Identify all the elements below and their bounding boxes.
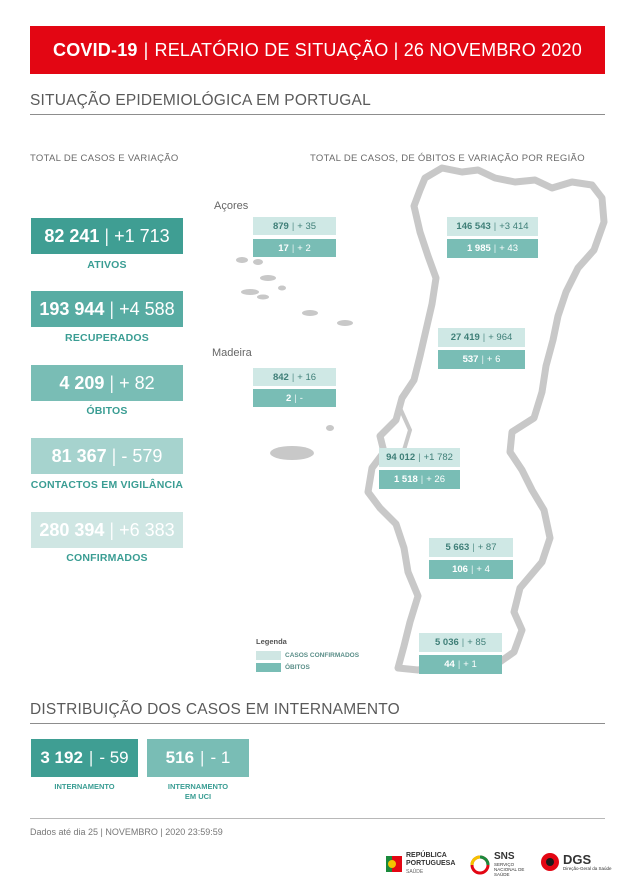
stat-value: 4 209 [59,372,105,393]
stat-change: +6 383 [119,519,175,540]
region-deaths: 1 518 [393,474,418,485]
region-deaths-change: + 4 [476,564,490,575]
stat-change: + 82 [119,372,155,393]
sns-sub: SERVIÇO NACIONAL DE SAÚDE [494,862,525,877]
region-cases-change: + 85 [467,637,486,648]
stat-separator: | [109,372,115,393]
region-cases-change: + 16 [297,371,317,383]
stat-confirmed [31,512,183,548]
portugal-map [200,160,620,680]
stat-deaths [31,365,183,401]
island-azores-8 [337,320,353,326]
stat-label-surveillance: CONTACTOS EM VIGILÂNCIA [30,479,184,491]
stat-label-active: ATIVOS [87,259,127,271]
region-cases: 27 419 [450,332,480,343]
sns-title: SNS [494,851,515,862]
region-cases: 842 [272,371,289,383]
subtitle-regions: TOTAL DE CASOS, DE ÓBITOS E VARIAÇÃO POR REGIÃO [310,153,585,164]
label-madeira: Madeira [212,347,252,359]
section-divider [30,114,605,115]
sns-circle-icon [470,855,490,875]
banner-title: RELATÓRIO DE SITUAÇÃO | 26 NOVEMBRO 2020 [154,39,582,60]
stat-value: 81 367 [51,445,107,466]
icu-label-line2: EM UCI [184,792,212,801]
footer-divider [30,818,605,819]
alentejo-deaths: 106 | + 4 [429,560,513,579]
region-deaths-change: + 1 [463,659,477,670]
stat-change: - 579 [121,445,163,466]
stat-value: 193 944 [39,298,105,319]
dgs-logo [540,852,612,872]
stat-separator: | [104,225,110,246]
stat-value: 280 394 [39,519,105,540]
region-cases: 94 012 [386,452,416,463]
stat-separator: | [109,298,115,319]
island-porto-santo [326,425,334,431]
island-madeira [270,446,314,460]
madeira-deaths: 2 | - [253,389,336,407]
stat-change: +1 713 [114,225,170,246]
region-cases-change: +1 782 [423,452,453,463]
legend-title: Legenda [256,637,287,646]
dgs-sub: Direção-Geral da Saúde [563,865,612,871]
stat-separator: | [88,748,94,767]
region-deaths-change: + 2 [297,242,311,254]
republica-portuguesa-logo [386,852,455,876]
island-azores-7 [302,310,318,316]
region-deaths: 1 985 [466,243,491,254]
stat-label-recovered: RECUPERADOS [65,332,149,344]
flag-emblem-icon [386,854,402,874]
region-cases-change: + 35 [297,220,317,232]
stat-change: - 1 [210,748,231,767]
acores-deaths: 17 | + 2 [253,239,336,257]
legend-label-cases: CASOS CONFIRMADOS [285,652,360,659]
region-deaths: 537 [462,354,479,365]
icu-label-line1: INTERNAMENTO [167,782,229,791]
republica-line1: REPÚBLICA [406,852,447,859]
region-deaths: 2 [286,392,292,404]
legend-swatch-deaths [256,663,281,672]
acores-cases: 879 | + 35 [253,217,336,235]
region-deaths-change: - [299,392,303,404]
subtitle-totals: TOTAL DE CASOS E VARIAÇÃO [30,153,179,164]
sns-logo [470,852,532,877]
norte-cases: 146 543 | +3 414 [447,217,538,236]
banner-bold: COVID-19 [53,39,138,60]
legend-label-deaths: ÓBITOS [285,664,310,671]
island-azores-3 [260,275,276,281]
region-deaths: 44 [444,659,455,670]
lisboa-deaths: 1 518 | + 26 [379,470,460,489]
banner-divider: | [143,39,149,60]
icu-box [147,739,249,777]
region-deaths-change: + 26 [426,474,445,485]
republica-sub: SAÚDE [406,869,424,875]
centro-deaths: 537 | + 6 [438,350,525,369]
dgs-emblem-icon [540,852,560,872]
island-azores-5 [257,295,269,300]
region-deaths-change: + 43 [499,243,518,254]
region-deaths: 106 [452,564,468,575]
region-cases-change: + 964 [488,332,513,343]
republica-line2: PORTUGUESA [406,860,456,867]
norte-deaths: 1 985 | + 43 [447,239,538,258]
island-azores-1 [236,257,248,263]
centro-cases: 27 419 | + 964 [438,328,525,347]
region-deaths-change: + 6 [486,354,501,365]
hospitalized-box [31,739,138,777]
island-azores-4 [241,289,259,295]
hospitalized-label: INTERNAMENTO [54,782,115,791]
stat-value: 516 [165,748,195,767]
stat-active [31,218,183,254]
algarve-deaths: 44 | + 1 [419,655,502,674]
region-deaths: 17 [278,242,289,254]
report-banner [30,26,605,74]
stat-value: 3 192 [40,748,83,767]
stat-change: +4 588 [119,298,175,319]
stat-separator: | [109,519,115,540]
stat-recovered [31,291,183,327]
data-timestamp: Dados até dia 25 | NOVEMBRO | 2020 23:59:59 [30,827,223,837]
section-title-epidemiological: SITUAÇÃO EPIDEMIOLÓGICA EM PORTUGAL [30,92,371,109]
stat-separator: | [111,445,117,466]
lisboa-cases: 94 012 | +1 782 [379,448,460,467]
section-title-hospital: DISTRIBUIÇÃO DOS CASOS EM INTERNAMENTO [30,701,400,718]
stat-change: - 59 [99,748,129,767]
stat-label-deaths: ÓBITOS [86,405,128,417]
icu-label [147,782,249,802]
alentejo-cases: 5 663 | + 87 [429,538,513,557]
region-cases-change: + 87 [477,542,497,553]
algarve-cases: 5 036 | + 85 [419,633,502,652]
stat-label-confirmed: CONFIRMADOS [66,552,148,564]
legend-swatch-cases [256,651,281,660]
dgs-title: DGS [563,851,592,867]
stat-value: 82 241 [44,225,100,246]
region-cases-change: +3 414 [499,221,529,232]
region-cases: 879 [272,220,289,232]
section-divider [30,723,605,724]
region-cases: 5 663 [445,542,470,553]
stat-surveillance [31,438,183,474]
region-cases: 5 036 [434,637,459,648]
island-azores-2 [253,259,263,265]
island-azores-6 [278,286,286,291]
label-acores: Açores [214,200,249,212]
stat-separator: | [200,748,205,767]
region-cases: 146 543 [456,221,491,232]
madeira-cases: 842 | + 16 [253,368,336,386]
